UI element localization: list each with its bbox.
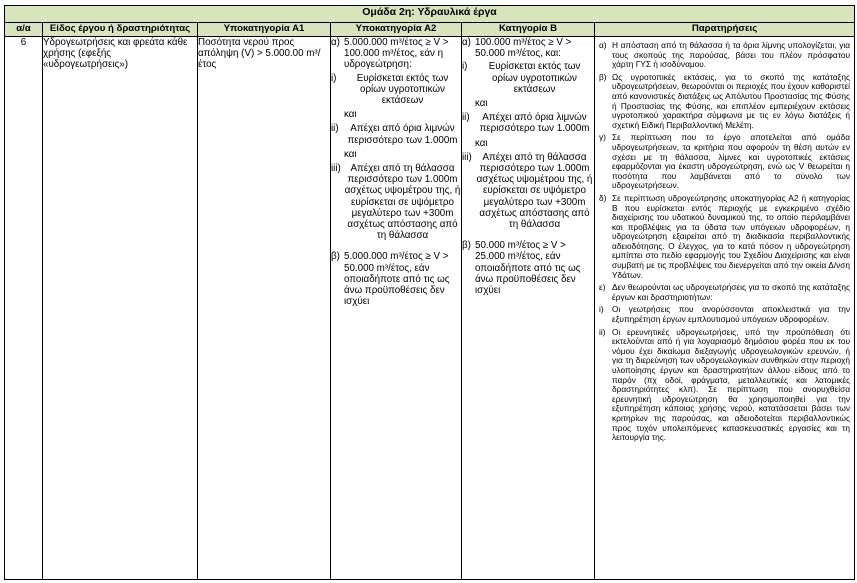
b-b-text: 50.000 m³/έτος ≥ V > 25.000 m³/έτος, εάν οποιαδήποτε από τις ως άνω προϋποθέσεις δεν ισχύει <box>475 240 581 297</box>
note-a <box>599 41 850 70</box>
note-e-ii <box>599 328 850 443</box>
b-b-marker: β) <box>462 240 471 252</box>
b-a-marker: α) <box>462 37 471 48</box>
a2-and-1: και <box>344 109 357 121</box>
a2-a-marker: α) <box>331 37 340 48</box>
note-b <box>599 73 850 131</box>
header-a1: Υποκατηγορία Α1 <box>198 23 331 37</box>
a2-ii-marker: ii) <box>331 123 339 135</box>
group-header-row <box>5 6 855 23</box>
b-sub-i <box>462 61 594 95</box>
note-e-text: Δεν θεωρούνται ως υδρογεωτρήσεις για το σκοπό της κατάταξης έργων και δραστηριοτήτων: <box>612 282 851 302</box>
b-sub-ii <box>462 112 594 134</box>
note-a-text: Η απόσταση από τη θάλασσα ή τα όρια λίμνης υπολογίζεται, για τους σκοπούς της παρούσας, βάσει του πλέον πρόσφατου χάρτη ΓΥΣ ή ισοδύναμου. <box>612 40 851 70</box>
header-type: Είδος έργου ή δραστηριότητας <box>43 23 198 37</box>
b-i-marker: i) <box>462 61 468 73</box>
cell-type: Υδρογεωτρήσεις και φρεάτα κάθε χρήσης (εφεξής «υδρογεωτρήσεις») <box>43 37 198 580</box>
group-title: Ομάδα 2η: Υδραυλικά έργα <box>5 6 855 23</box>
note-a-marker: α) <box>599 40 607 50</box>
a2-sub-ii <box>331 123 461 145</box>
note-e-i-text: Οι γεωτρήσεις που ανορύσσονται αποκλειστικά για την εξυπηρέτηση έργων εμπλουτισμού υπόγειων υδροφορέων. <box>612 304 851 325</box>
a2-i-text: Ευρίσκεται εκτός των ορίων υγροτοπικών εκτάσεων <box>356 72 449 107</box>
note-e-ii-text: Οι ερευνητικές υδρογεωτρήσεις, υπό την προϋπόθεση ότι εκτελούνται από ή για λογαριασμό δημόσιου φορέα που εκ του νόμου έχει δικαίωμα διεξαγωγής υδρογεωλογικών ερευνών, ή για τη διερεύνηση των υδρογεωλογικών συνθηκών στην περιοχή υλοποίησης έργων και δραστηριοτήτων άλλου είδους από το παρόν (πχ οδοί, φράγματα, μεταλλευτικές και λατομικές δραστηριότητες κλπ). Σε περίπτωση που ανορυχθείσα ερευνητική υδρογεώτρηση θα χρησιμοποιηθεί για την εξυπηρέτηση κάποιας χρήσης νερού, κατατάσσεται βάσει των κριτηρίων της παρούσας, και αδειοδοτείται περιβαλλοντικώς προς τυχόν υπολειπόμενες κατασκευαστικές εργασίες και τη λειτουργία της. <box>612 326 851 443</box>
cell-b <box>462 37 595 580</box>
b-item-b <box>462 240 594 296</box>
a2-item-a <box>331 37 461 71</box>
cell-notes <box>595 37 855 580</box>
b-sub-iii <box>462 152 594 230</box>
header-b: Κατηγορία Β <box>462 23 595 37</box>
b-and-2: και <box>475 137 488 149</box>
note-d <box>599 194 850 280</box>
note-d-text: Σε περίπτωση υδρογεώτρησης υποκατηγορίας Α2 ή κατηγορίας Β που ευρίσκεται εντός περιοχής με εγκεκριμένο σχέδιο διαχείρισης του υδατικού δυναμικού της, το οποίο περιλαμβάνει και προβλέψεις για τα ύδατα των υπόγειων υδροφορέων, η υδρογεώτρηση εξαιρείται από τη διαδικασία περιβαλλοντικής αδειοδότησης. Ο έλεγχος, για το κατά πόσον η υδρογεώτρηση εμπίπτει στο πεδίο εφαρμογής του Σχεδίου Διαχείρισης και είναι συμβατή με τις προβλέψεις του διενεργείται από την οικεία Δ/νση Υδάτων. <box>612 192 851 280</box>
cell-a2 <box>331 37 462 580</box>
a2-iii-text: Απέχει από τη θάλασσα περισσότερο των 1.000m ασχέτως υψομέτρου της, ή ευρίσκεται σε υψόμετρο μεγαλύτερο των +300m ασχέτως απόστασης από τη θάλασσα <box>344 163 461 242</box>
table-row <box>5 37 855 580</box>
note-c-text: Σε περίπτωση που το έργο αποτελείται από ομάδα υδρογεωτρήσεων, τα κριτήρια που αφορούν τη θέση αυτών εν σχέσει με τη θάλασσα, λίμνες και υγροτοπικές εκτάσεις εφαρμόζονται για έκαστη υδρογεώτρηση, ενώ ως V θεωρείται η ποσότητα που λαμβάνεται από το σύνολο των υδρογεωτρήσεων. <box>612 132 851 191</box>
b-ii-marker: ii) <box>462 112 470 124</box>
a2-sub-iii <box>331 163 461 241</box>
note-e-ii-marker: ii) <box>599 326 606 337</box>
note-c <box>599 133 850 191</box>
note-e-i <box>599 305 850 324</box>
b-item-a <box>462 37 594 59</box>
header-a2: Υποκατηγορία Α2 <box>331 23 462 37</box>
a2-ii-text: Απέχει από όρια λιμνών περισσότερο των 1.000m <box>347 123 458 146</box>
a2-a-text: 5.000.000 m³/έτος ≥ V > 100.000 m³/έτος, εάν η υδρογεώτρηση: <box>344 37 449 71</box>
note-e <box>599 283 850 302</box>
cell-aa: 6 <box>5 37 43 580</box>
note-b-marker: β) <box>599 71 607 82</box>
note-e-i-marker: i) <box>599 304 604 315</box>
a2-iii-marker: iii) <box>331 163 341 175</box>
a2-item-b <box>331 251 461 307</box>
a2-and-2: και <box>344 148 357 160</box>
a2-b-marker: β) <box>331 251 340 263</box>
a2-b-text: 5.000.000 m³/έτος ≥ V > 50.000 m³/έτος, εάν οποιαδήποτε από τις ως άνω προϋποθέσεις δεν ισχύει <box>344 251 450 308</box>
b-a-text: 100.000 m³/έτος ≥ V > 50.000 m³/έτος, και: <box>475 37 572 60</box>
b-iii-text: Απέχει από τη θάλασσα περισσότερο των 1.000m ασχέτως υψομέτρου της, ή ευρίσκεται σε υψόμετρο μεγαλύτερο των +300m ασχέτως απόστασης από τη θάλασσα <box>476 151 593 231</box>
note-e-marker: ε) <box>599 282 606 293</box>
a2-sub-i <box>331 73 461 107</box>
a2-i-marker: i) <box>331 72 337 84</box>
b-i-text: Ευρίσκεται εκτός των ορίων υγροτοπικών εκτάσεων <box>488 61 581 95</box>
note-c-marker: γ) <box>599 132 606 143</box>
b-ii-text: Απέχει από όρια λιμνών περισσότερο των 1.000m <box>479 112 590 135</box>
classification-table <box>4 5 855 580</box>
b-and-1: και <box>475 98 488 110</box>
cell-a1: Ποσότητα νερού προς απόληψη (V) > 5.000.00 m³/έτος <box>198 37 331 580</box>
header-notes: Παρατηρήσεις <box>595 23 855 37</box>
column-header-row <box>5 23 855 37</box>
header-aa: α/α <box>5 23 43 37</box>
b-iii-marker: iii) <box>462 151 472 163</box>
note-d-marker: δ) <box>599 192 607 203</box>
note-b-text: Ως υγροτοπικές εκτάσεις, για το σκοπό της κατάταξης υδρογεωτρήσεων, θεωρούνται οι περιοχές που έχουν καθοριστεί από κανονιστικές διατάξεις ως Απόλυτου Προστασίας της Φύσης ή Προστασίας της Φύσης, και επιπλέον εμπεριέχουν εκτάσεις υγροτοπικού χαρακτήρα σύμφωνα με τις εν λόγω διατάξεις ή σχετική Ειδική Περιβαλλοντική Μελέτη. <box>612 71 851 130</box>
